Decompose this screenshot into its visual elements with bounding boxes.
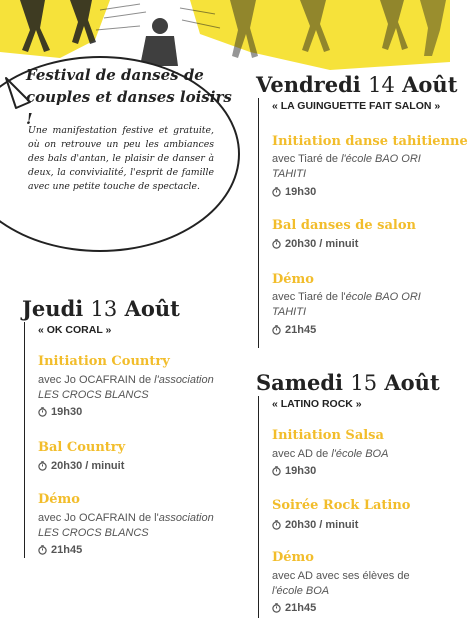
clock-icon bbox=[272, 239, 281, 249]
event-time-text: 20h30 / minuit bbox=[51, 460, 125, 472]
intro-title-line2: couples et danses loisirs ! bbox=[26, 88, 232, 128]
theme-jeudi: « OK CORAL » bbox=[38, 324, 112, 336]
clock-icon bbox=[38, 407, 47, 417]
event-time bbox=[38, 406, 82, 418]
clock-icon bbox=[272, 187, 281, 197]
event-desc-italic: l'association bbox=[154, 374, 214, 386]
day-number: 14 bbox=[368, 73, 395, 97]
day-label: Jeudi bbox=[22, 296, 84, 321]
event-time-text: 20h30 / minuit bbox=[285, 519, 359, 531]
day-month: Août bbox=[124, 296, 180, 321]
event-desc-text: avec Tiaré de l' bbox=[272, 291, 346, 303]
clock-icon bbox=[272, 325, 281, 335]
event-desc-text: avec AD de bbox=[272, 448, 332, 460]
event-time-text: 19h30 bbox=[51, 406, 83, 418]
theme-vendredi: « LA GUINGUETTE FAIT SALON » bbox=[272, 100, 441, 112]
event-time-text: 21h45 bbox=[285, 602, 317, 614]
event-desc-text: avec Tiaré de bbox=[272, 153, 342, 165]
day-label: Vendredi bbox=[256, 72, 361, 97]
event-time bbox=[272, 519, 358, 531]
event-title: Soirée Rock Latino bbox=[272, 498, 411, 513]
event-desc-italic: l'école BOA bbox=[272, 585, 330, 597]
event-description-2 bbox=[272, 167, 306, 182]
event-desc-italic: l'école BAO ORI bbox=[341, 153, 421, 165]
event-title: Initiation Salsa bbox=[272, 428, 384, 443]
event-title: Démo bbox=[38, 492, 80, 507]
event-description bbox=[38, 511, 214, 526]
event-title: Bal Country bbox=[38, 440, 126, 455]
event-desc-italic: l'école BOA bbox=[331, 448, 389, 460]
event-description-2 bbox=[38, 388, 149, 403]
event-description-2 bbox=[38, 526, 149, 541]
intro-text: Une manifestation festive et gratuite, où on retrouve un peu les ambiances des bals d'antan, le plaisir de danser à deux, la convivialité, l'esprit de famille avec une petite touche de spectacle. bbox=[28, 125, 214, 192]
event-desc-text: avec Jo OCAFRAIN de bbox=[38, 374, 155, 386]
event-time-text: 20h30 / minuit bbox=[285, 238, 359, 250]
day-title-samedi bbox=[256, 370, 440, 395]
event-time bbox=[272, 324, 316, 336]
event-time-text: 19h30 bbox=[285, 465, 317, 477]
divider-line bbox=[24, 322, 25, 558]
clock-icon bbox=[272, 466, 281, 476]
event-time bbox=[272, 602, 316, 614]
event-desc-italic: association bbox=[158, 512, 214, 524]
event-description-2 bbox=[272, 584, 329, 599]
intro-title-line1: Festival de danses de bbox=[26, 66, 204, 84]
day-title-jeudi bbox=[22, 296, 180, 321]
event-description bbox=[272, 152, 421, 167]
event-time bbox=[38, 460, 124, 472]
event-description bbox=[272, 290, 421, 305]
event-desc-italic: TAHITI bbox=[272, 168, 307, 180]
event-title: Bal danses de salon bbox=[272, 218, 416, 233]
divider-line bbox=[258, 98, 259, 348]
day-label: Samedi bbox=[256, 370, 344, 395]
event-description bbox=[272, 447, 388, 462]
day-number: 13 bbox=[90, 297, 118, 321]
event-description bbox=[38, 373, 214, 388]
day-month: Août bbox=[384, 370, 440, 395]
event-desc-text: avec Jo OCAFRAIN de l' bbox=[38, 512, 159, 524]
event-desc-italic: école BAO ORI bbox=[345, 291, 421, 303]
event-time bbox=[272, 186, 316, 198]
event-time bbox=[38, 544, 82, 556]
event-desc-italic: LES CROCS BLANCS bbox=[38, 527, 149, 539]
event-description bbox=[272, 569, 410, 584]
clock-icon bbox=[38, 461, 47, 471]
event-time-text: 19h30 bbox=[285, 186, 317, 198]
day-month: Août bbox=[402, 72, 458, 97]
event-title: Initiation danse tahitienne bbox=[272, 134, 468, 149]
clock-icon bbox=[38, 545, 47, 555]
event-title: Démo bbox=[272, 272, 314, 287]
event-time-text: 21h45 bbox=[285, 324, 317, 336]
event-description-2 bbox=[272, 305, 306, 320]
event-time bbox=[272, 238, 358, 250]
event-desc-italic: TAHITI bbox=[272, 306, 307, 318]
event-desc-italic: LES CROCS BLANCS bbox=[38, 389, 149, 401]
event-title: Démo bbox=[272, 550, 314, 565]
intro-title bbox=[26, 64, 236, 130]
day-number: 15 bbox=[350, 371, 378, 395]
theme-samedi: « LATINO ROCK » bbox=[272, 398, 362, 410]
clock-icon bbox=[272, 603, 281, 613]
day-title-vendredi bbox=[256, 72, 457, 97]
event-desc-text: avec AD avec ses élèves de bbox=[272, 570, 410, 582]
clock-icon bbox=[272, 520, 281, 530]
event-time bbox=[272, 465, 316, 477]
event-time-text: 21h45 bbox=[51, 544, 83, 556]
divider-line bbox=[258, 396, 259, 618]
event-title: Initiation Country bbox=[38, 354, 170, 369]
